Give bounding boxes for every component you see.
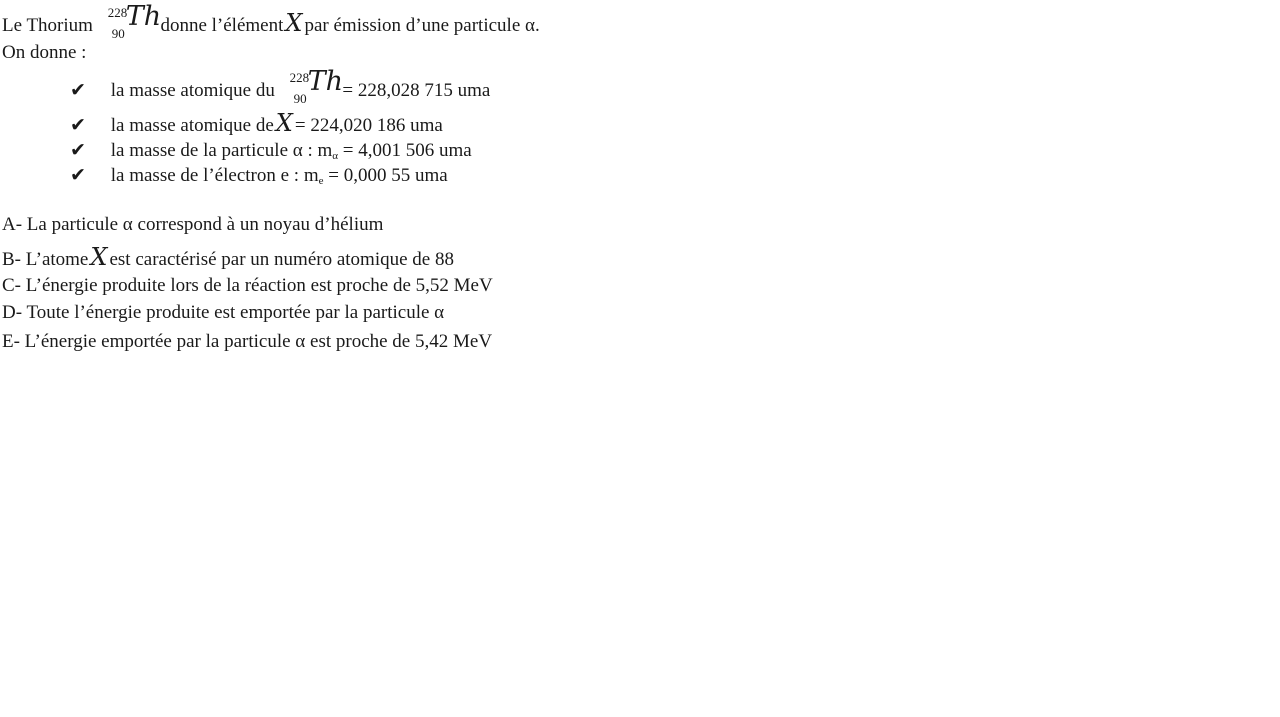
intro-line bbox=[2, 1, 540, 41]
nuclide-symbol: Th bbox=[125, 1, 162, 32]
intro-suffix: par émission d’une particule α. bbox=[304, 15, 540, 36]
element-x-variable: X bbox=[285, 9, 303, 37]
given-item-thorium-mass bbox=[70, 66, 491, 106]
thorium-nuclide bbox=[98, 1, 162, 41]
option-b-suffix: est caractérisé par un numéro atomique de 88 bbox=[109, 249, 454, 270]
given-item-electron-mass bbox=[70, 164, 448, 192]
given-item-x-mass bbox=[70, 109, 443, 137]
checkmark-icon: ✔ bbox=[70, 79, 86, 101]
nuclide-symbol: Th bbox=[307, 66, 344, 97]
given-item-prefix: la masse de l’électron e : m bbox=[110, 165, 319, 186]
option-e: E- L’énergie emportée par la particule α est proche de 5,42 MeV bbox=[2, 331, 493, 352]
option-b-prefix: B- L’atome bbox=[2, 249, 89, 270]
given-item-alpha-mass bbox=[70, 139, 472, 167]
given-item-value: = 228,028 715 uma bbox=[342, 80, 491, 101]
checkmark-icon: ✔ bbox=[70, 139, 86, 161]
intro-middle: donne l’élément bbox=[160, 15, 284, 36]
intro-prefix: Le Thorium bbox=[2, 15, 93, 36]
option-b bbox=[2, 243, 454, 271]
given-item-value: = 224,020 186 uma bbox=[294, 115, 443, 136]
electron-subscript: e bbox=[318, 175, 324, 187]
thorium-nuclide bbox=[280, 66, 344, 106]
given-label: On donne : bbox=[2, 42, 87, 63]
checkmark-icon: ✔ bbox=[70, 114, 86, 136]
element-x-variable: X bbox=[90, 243, 108, 271]
nuclide-atomic-number: 90 bbox=[111, 26, 125, 41]
nuclide-mass-number: 228 bbox=[289, 70, 310, 85]
checkmark-icon: ✔ bbox=[70, 164, 86, 186]
given-item-prefix: la masse atomique du bbox=[110, 80, 275, 101]
given-item-value: = 4,001 506 uma bbox=[342, 140, 472, 161]
option-a: A- La particule α correspond à un noyau d’hélium bbox=[2, 214, 384, 235]
nuclide-mass-number: 228 bbox=[107, 5, 128, 20]
alpha-subscript: α bbox=[332, 150, 339, 162]
nuclide-atomic-number: 90 bbox=[293, 91, 307, 106]
given-item-prefix: la masse de la particule α : m bbox=[110, 140, 333, 161]
given-item-prefix: la masse atomique de bbox=[110, 115, 274, 136]
option-c: C- L’énergie produite lors de la réaction est proche de 5,52 MeV bbox=[2, 275, 493, 296]
option-d: D- Toute l’énergie produite est emportée par la particule α bbox=[2, 302, 445, 323]
given-item-value: = 0,000 55 uma bbox=[328, 165, 448, 186]
element-x-variable: X bbox=[275, 109, 293, 137]
